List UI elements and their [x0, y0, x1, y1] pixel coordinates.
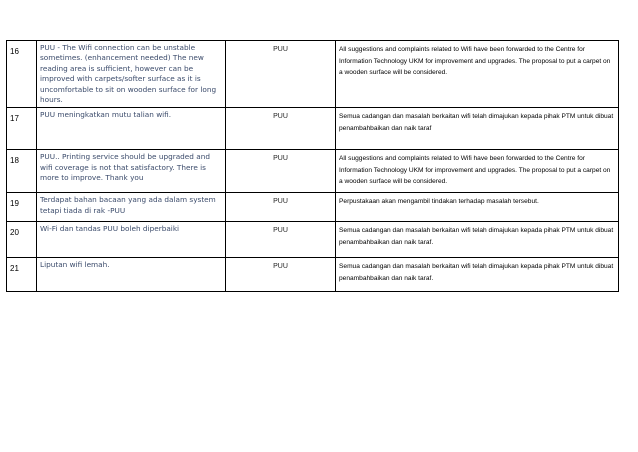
responsible-cell: PUU: [226, 193, 336, 222]
table-row: [7, 222, 619, 258]
comment-cell: Terdapat bahan bacaan yang ada dalam system tetapi tiada di rak -PUU: [37, 193, 226, 222]
table-row: [7, 108, 619, 150]
row-number: 18: [7, 150, 37, 193]
row-number: 20: [7, 222, 37, 258]
responsible-cell: PUU: [226, 108, 336, 150]
comment-cell: Wi-Fi dan tandas PUU boleh diperbaiki: [37, 222, 226, 258]
table-row: [7, 41, 619, 108]
action-cell: Semua cadangan dan masalah berkaitan wifi telah dimajukan kepada pihak PTM untuk dibuat penambahbaikan dan naik taraf: [336, 108, 619, 150]
action-cell: Semua cadangan dan masalah berkaitan wifi telah dimajukan kepada pihak PTM untuk dibuat penambahbaikan dan naik taraf.: [336, 222, 619, 258]
row-number: 21: [7, 258, 37, 292]
action-cell: All suggestions and complaints related to Wifi have been forwarded to the Centre for Information Technology UKM for improvement and upgrades. The proposal to put a carpet on a wooden surface will be considered.: [336, 150, 619, 193]
responsible-cell: PUU: [226, 150, 336, 193]
table-row: [7, 150, 619, 193]
table-row: [7, 193, 619, 222]
row-number: 16: [7, 41, 37, 108]
comment-cell: PUU meningkatkan mutu talian wifi.: [37, 108, 226, 150]
comment-cell: PUU.. Printing service should be upgraded and wifi coverage is not that satisfactory. There is more to improve. Thank you: [37, 150, 226, 193]
table-row: [7, 258, 619, 292]
action-cell: All suggestions and complaints related to Wifi have been forwarded to the Centre for Information Technology UKM for improvement and upgrades. The proposal to put a carpet on a wooden surface will be considered.: [336, 41, 619, 108]
action-cell: Perpustakaan akan mengambil tindakan terhadap masalah tersebut.: [336, 193, 619, 222]
comment-cell: Liputan wifi lemah.: [37, 258, 226, 292]
comment-cell: PUU - The Wifi connection can be unstable sometimes. (enhancement needed) The new reading area is sufficient, however can be improved with carpets/softer surface as it is uncomfortable to sit on wooden surface for long hours.: [37, 41, 226, 108]
responsible-cell: PUU: [226, 222, 336, 258]
row-number: 19: [7, 193, 37, 222]
responsible-cell: PUU: [226, 258, 336, 292]
feedback-table: [6, 40, 619, 292]
responsible-cell: PUU: [226, 41, 336, 108]
row-number: 17: [7, 108, 37, 150]
action-cell: Semua cadangan dan masalah berkaitan wifi telah dimajukan kepada pihak PTM untuk dibuat penambahbaikan dan naik taraf.: [336, 258, 619, 292]
